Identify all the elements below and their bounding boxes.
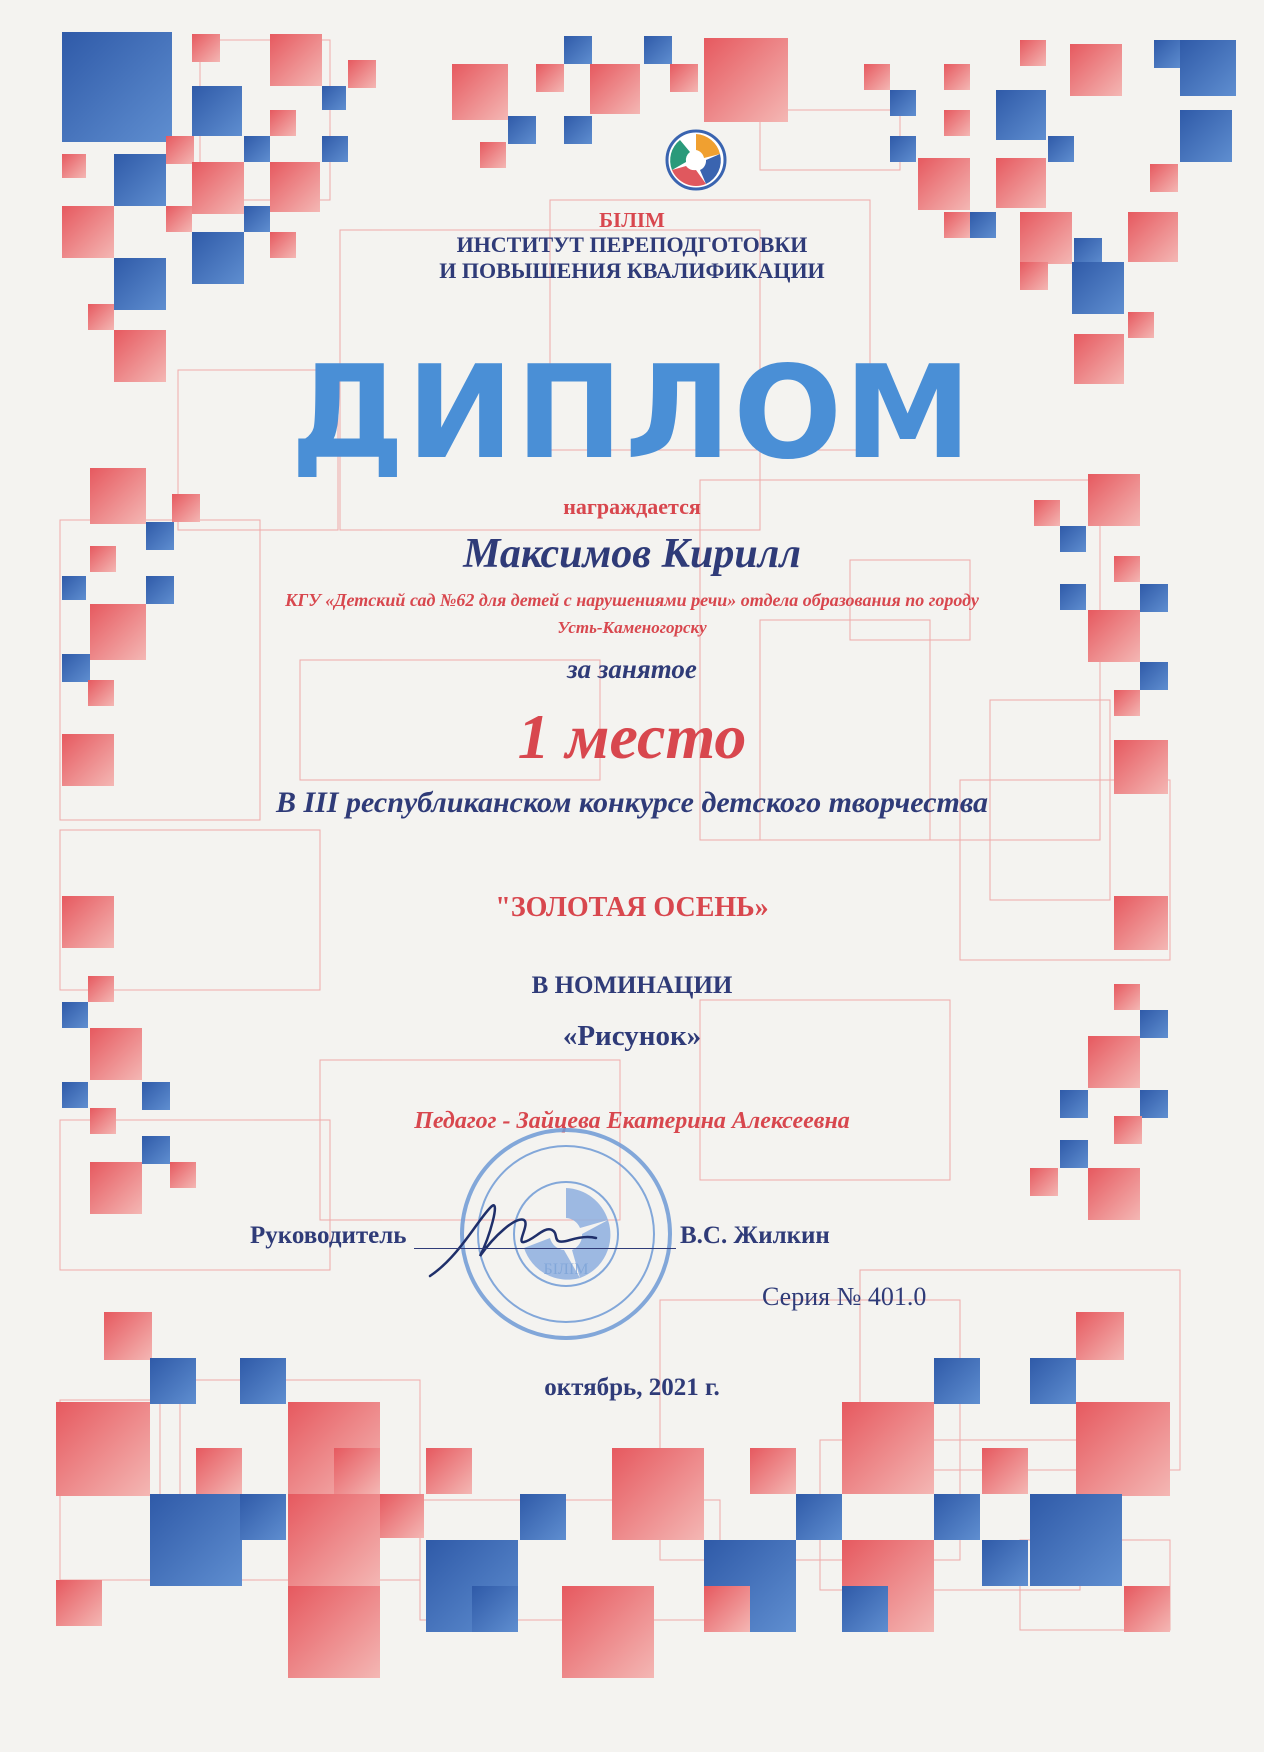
diploma-title: ДИПЛОМ (290, 339, 974, 488)
decor-square (612, 1448, 704, 1540)
decor-square (644, 36, 672, 64)
decor-square (890, 136, 916, 162)
decor-square (1180, 110, 1232, 162)
decor-square (704, 38, 788, 122)
decor-square (796, 1494, 842, 1540)
decor-square (288, 1494, 380, 1586)
decor-square (996, 158, 1046, 208)
decor-square (426, 1448, 472, 1494)
decor-square (562, 1586, 654, 1678)
decor-square (270, 110, 296, 136)
decor-square (1150, 164, 1178, 192)
nomination-label: В НОМИНАЦИИ (531, 972, 733, 999)
decor-square (56, 1580, 102, 1626)
decor-square (62, 1082, 88, 1108)
decor-square (520, 1494, 566, 1540)
recipient-name: Максимов Кирилл (463, 531, 801, 577)
decor-square (196, 1448, 242, 1494)
decor-square (944, 110, 970, 136)
stamp-label: БІЛІМ (543, 1261, 589, 1278)
decor-square (1154, 40, 1182, 68)
decor-square (244, 136, 270, 162)
decor-square (934, 1494, 980, 1540)
decor-square (90, 1162, 142, 1214)
decor-square (890, 90, 916, 116)
decor-square (240, 1494, 286, 1540)
contest-name: "ЗОЛОТАЯ ОСЕНЬ» (495, 892, 769, 923)
decor-square (1180, 40, 1236, 96)
decor-square (670, 64, 698, 92)
issue-date: октябрь, 2021 г. (544, 1374, 720, 1401)
decor-square (348, 60, 376, 88)
signature-icon (420, 1196, 600, 1286)
institution-line-1: КГУ «Детский сад №62 для детей с нарушениями речи» отдела образования по городу (285, 590, 979, 610)
decor-square (170, 1162, 196, 1188)
for-label: за занятое (567, 654, 697, 684)
decor-square (750, 1448, 796, 1494)
decor-square (564, 116, 592, 144)
contest-description: В III республиканском конкурсе детского творчества (275, 786, 989, 819)
decor-square (1124, 1586, 1170, 1632)
decor-square (918, 158, 970, 210)
decor-square (1070, 44, 1122, 96)
decor-square (590, 64, 640, 114)
decor-square (1020, 40, 1046, 66)
decor-square (1030, 1494, 1122, 1586)
decor-square (508, 116, 536, 144)
decor-square (1060, 1140, 1088, 1168)
decor-square (564, 36, 592, 64)
director-name: В.С. Жилкин (680, 1222, 830, 1249)
organization-brand: БІЛІМ (599, 208, 665, 232)
decor-square (842, 1586, 888, 1632)
decor-square (1048, 136, 1074, 162)
bilim-logo-icon (664, 128, 728, 192)
decor-square (472, 1586, 518, 1632)
decor-square (944, 64, 970, 90)
director-label: Руководитель (250, 1222, 407, 1249)
decor-square (288, 1586, 380, 1678)
decor-square (150, 1494, 242, 1586)
decor-square (380, 1494, 424, 1538)
decor-square (322, 136, 348, 162)
decor-square (270, 34, 322, 86)
decor-square (56, 1402, 150, 1496)
organization-line-1: ИНСТИТУТ ПЕРЕПОДГОТОВКИ (456, 232, 808, 257)
decor-square (1088, 1168, 1140, 1220)
decor-square (192, 86, 242, 136)
decor-square (1128, 312, 1154, 338)
decor-square (1030, 1168, 1058, 1196)
nomination-name: «Рисунок» (562, 1020, 702, 1052)
decor-square (104, 1312, 152, 1360)
decor-square (982, 1448, 1028, 1494)
series-number: Серия № 401.0 (762, 1282, 927, 1311)
decor-square (996, 90, 1046, 140)
organization-line-2: И ПОВЫШЕНИЯ КВАЛИФИКАЦИИ (439, 258, 825, 283)
decor-square (62, 154, 86, 178)
teacher-name: Педагог - Зайцева Екатерина Алексеевна (414, 1108, 850, 1134)
institution-line-2: Усть-Каменогорску (557, 618, 707, 637)
decor-square (270, 162, 320, 212)
decor-square (1076, 1312, 1124, 1360)
decor-square (142, 1136, 170, 1164)
decor-square (322, 86, 346, 110)
decor-square (842, 1402, 934, 1494)
decor-square (864, 64, 890, 90)
decor-square (192, 162, 244, 214)
decor-square (536, 64, 564, 92)
decor-square (334, 1448, 380, 1494)
decor-square (114, 154, 166, 206)
decor-square (704, 1586, 750, 1632)
decor-square (192, 34, 220, 62)
decor-square (452, 64, 508, 120)
awarded-label: награждается (563, 494, 701, 519)
decor-square (142, 1082, 170, 1110)
decor-square (982, 1540, 1028, 1586)
place-award: 1 место (517, 701, 747, 772)
signature-line (414, 1248, 676, 1249)
decor-square (88, 304, 114, 330)
decor-square (480, 142, 506, 168)
decor-square (62, 32, 172, 142)
decor-square (166, 136, 194, 164)
decor-square (1076, 1402, 1170, 1496)
